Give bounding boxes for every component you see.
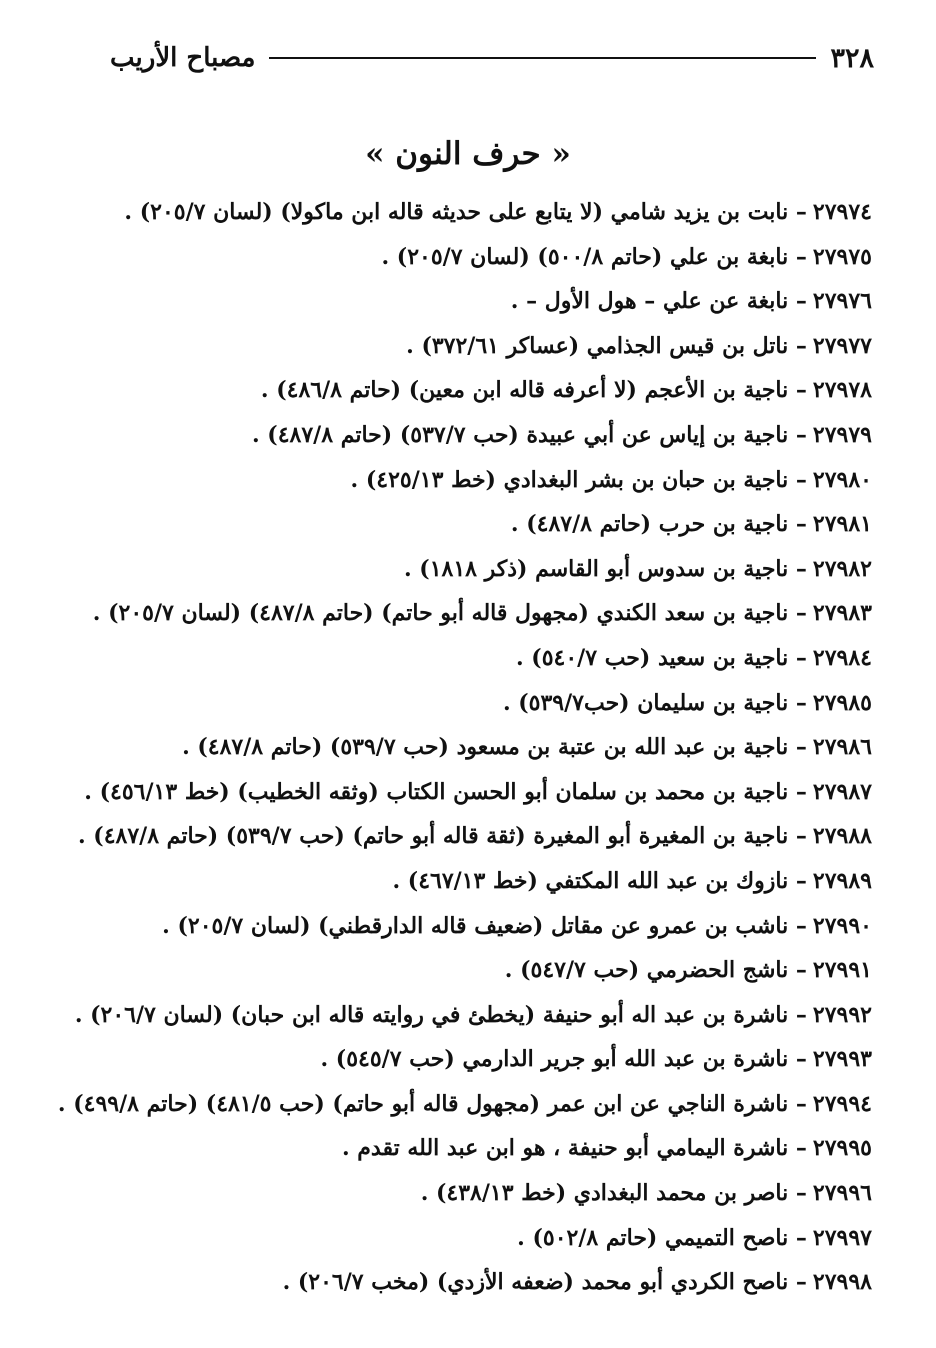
list-item	[90, 235, 872, 280]
entry-number: ٢٧٩٩٥	[812, 1135, 872, 1162]
list-item	[90, 413, 872, 458]
list-item	[90, 1171, 872, 1216]
entry-number: ٢٧٩٧٩	[812, 421, 872, 448]
entry-text: – ناجية بن حبان بن بشر البغدادي (خط ٤٢٥/١٣) .	[350, 466, 807, 493]
list-item	[90, 190, 872, 235]
list-item	[90, 324, 872, 369]
list-item	[90, 1126, 872, 1171]
entry-text: – ناجية بن محمد بن سلمان أبو الحسن الكتاب (وثقه الخطيب) (خط ٤٥٦/١٣) .	[84, 778, 807, 805]
entry-number: ٢٧٩٨٣	[812, 600, 872, 627]
entry-number: ٢٧٩٨٦	[812, 734, 872, 761]
entry-text: – نابغة عن علي – هول الأول – .	[510, 288, 807, 315]
entry-number: ٢٧٩٩٠	[812, 912, 872, 939]
entry-number: ٢٧٩٩٣	[812, 1046, 872, 1073]
entry-text: – ناجية بن سعيد (حب ٥٤٠/٧) .	[515, 644, 807, 671]
entry-number: ٢٧٩٩٨	[812, 1269, 872, 1296]
entry-text: – ناشرة بن عبد الله أبو جرير الدارمي (حب ٥٤٥/٧) .	[320, 1046, 807, 1073]
running-title: مصباح الأريب	[110, 43, 256, 73]
entry-number: ٢٧٩٧٤	[812, 199, 872, 225]
entry-text: – ناشرة اليمامي أبو حنيفة ، هو ابن عبد الله تقدم .	[341, 1135, 807, 1162]
entry-text: – ناتل بن قيس الجذامي (عساكر ٣٧٢/٦١) .	[406, 332, 807, 359]
list-item	[90, 1216, 872, 1261]
list-item	[90, 1260, 872, 1305]
header-rule	[269, 57, 816, 59]
page-number: ٣٢٨	[830, 42, 874, 74]
entry-text: – ناجية بن سعد الكندي (مجهول قاله أبو حاتم) (حاتم ٤٨٧/٨) (لسان ٢٠٥/٧) .	[92, 600, 807, 627]
list-item	[90, 725, 872, 770]
list-item	[90, 948, 872, 993]
entry-text: – ناجية بن إياس عن أبي عبيدة (حب ٥٣٧/٧) (حاتم ٤٨٧/٨) .	[251, 421, 807, 448]
list-item	[90, 681, 872, 726]
list-item	[57, 1082, 872, 1127]
entry-text: – ناجية بن الأعجم (لا أعرفه قاله ابن معين) (حاتم ٤٨٦/٨) .	[260, 377, 807, 404]
list-item	[90, 904, 872, 949]
entry-text: – ناشب بن عمرو عن مقاتل (ضعيف قاله الدارقطني) (لسان ٢٠٥/٧) .	[162, 912, 807, 939]
entry-text: – ناصح التميمي (حاتم ٥٠٢/٨) .	[517, 1224, 807, 1251]
list-item	[90, 458, 872, 503]
entry-text: – ناجية بن حرب (حاتم ٤٨٧/٨) .	[510, 511, 807, 538]
entry-text: – ناجية بن سدوس أبو القاسم (ذكر ١٨١٨) .	[403, 555, 807, 582]
entry-text: – نازوك بن عبد الله المكتفي (خط ٤٦٧/١٣) .	[392, 867, 807, 894]
entry-number: ٢٧٩٩٤	[812, 1090, 872, 1117]
entry-number: ٢٧٩٨٠	[812, 466, 872, 493]
list-item	[90, 636, 872, 681]
entry-text: – ناجية بن سليمان (حب٥٣٩/٧) .	[502, 689, 807, 716]
list-item	[77, 814, 872, 859]
entry-text: – نابغة بن علي (حاتم ٥٠٠/٨) (لسان ٢٠٥/٧) .	[381, 243, 807, 270]
list-item	[74, 993, 872, 1038]
entry-number: ٢٧٩٩٢	[812, 1001, 872, 1028]
entry-text: – ناصر بن محمد البغدادي (خط ٤٣٨/١٣) .	[420, 1180, 807, 1207]
entry-number: ٢٧٩٩١	[812, 957, 872, 984]
list-item	[90, 368, 872, 413]
list-item	[90, 1037, 872, 1082]
entry-number: ٢٧٩٨٩	[812, 867, 872, 894]
entry-text: – ناشج الحضرمي (حب ٥٤٧/٧) .	[504, 957, 807, 984]
entry-text: – ناجية بن عبد الله بن عتبة بن مسعود (حب ٥٣٩/٧) (حاتم ٤٨٧/٨) .	[182, 734, 807, 761]
entry-number: ٢٧٩٧٧	[812, 332, 872, 359]
list-item	[90, 279, 872, 324]
entry-number: ٢٧٩٨٥	[812, 689, 872, 716]
entry-number: ٢٧٩٧٨	[812, 377, 872, 404]
list-item	[90, 859, 872, 904]
section-title: « حرف النون »	[365, 136, 571, 172]
list-item	[90, 591, 872, 636]
entry-number: ٢٧٩٩٦	[812, 1180, 872, 1207]
entry-list	[57, 190, 872, 1305]
entry-text: – نابت بن يزيد شامي (لا يتابع على حديثه قاله ابن ماكولا) (لسان ٢٠٥/٧) .	[124, 199, 807, 225]
entry-text: – ناصح الكردي أبو محمد (ضعفه الأزدي) (مخب ٢٠٦/٧) .	[282, 1269, 807, 1296]
page-header	[110, 40, 874, 76]
list-item	[90, 502, 872, 547]
entry-number: ٢٧٩٩٧	[812, 1224, 872, 1251]
entry-number: ٢٧٩٨٤	[812, 644, 872, 671]
list-item	[90, 547, 872, 592]
entry-number: ٢٧٩٨١	[812, 511, 872, 538]
list-item	[84, 770, 872, 815]
entry-number: ٢٧٩٧٥	[812, 243, 872, 270]
entry-number: ٢٧٩٨٨	[812, 823, 872, 850]
entry-number: ٢٧٩٨٧	[812, 778, 872, 805]
entry-text: – ناشرة بن عبد اله أبو حنيفة (يخطئ في روايته قاله ابن حبان) (لسان ٢٠٦/٧) .	[74, 1001, 807, 1028]
entry-number: ٢٧٩٧٦	[812, 288, 872, 315]
entry-text: – ناجية بن المغيرة أبو المغيرة (ثقة قاله أبو حاتم) (حب ٥٣٩/٧) (حاتم ٤٨٧/٨) .	[77, 823, 807, 850]
entry-text: – ناشرة الناجي عن ابن عمر (مجهول قاله أبو حاتم) (حب ٤٨١/٥) (حاتم ٤٩٩/٨) .	[57, 1090, 807, 1117]
entry-number: ٢٧٩٨٢	[812, 555, 872, 582]
